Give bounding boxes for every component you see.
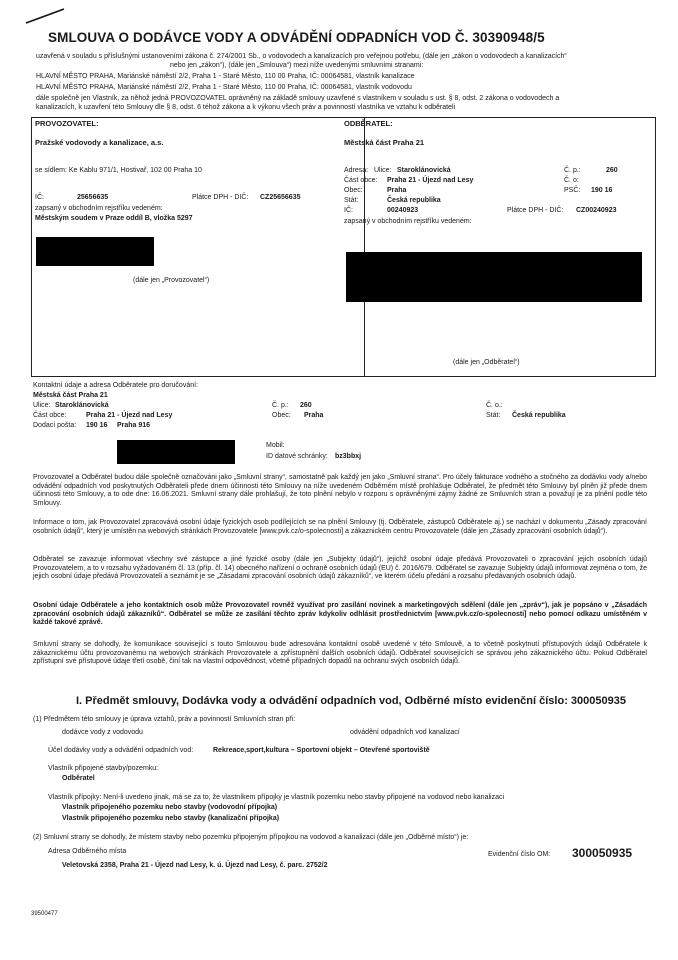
odberatel-obec-label: Obec: [344,187,363,194]
kontakt-name: Městská část Praha 21 [33,392,108,399]
ucel-value: Rekreace,sport,kultura – Sportovní objekt – Otevřené sportoviště [213,747,430,754]
kontakt-posta-label: Dodací pošta: [33,422,77,429]
page-title: SMLOUVA O DODÁVCE VODY A ODVÁDĚNÍ ODPADNÍCH VOD Č. 30390948/5 [48,30,545,45]
odberatel-co-label: Č. o: [564,177,579,184]
kontakt-co-label: Č. o.: [486,402,503,409]
kontakt-posta-psc: 190 16 [86,422,108,429]
intro-line: uzavřená v souladu s příslušnými ustanoveními zákona č. 274/2001 Sb., o vodovodech a kanalizacích pro veřejnou potřebu, (dále jen „zákon o vodovodech a kanalizacích“ [36,53,567,60]
pripojka-kanalizacni: Vlastník připojeného pozemku nebo stavby (kanalizační přípojka) [62,815,280,822]
section-item2-intro: (2) Smluvní strany se dohodly, že místem stavby nebo pozemku připojeným přípojkou na vodovod a kanalizaci (dále jen „Odběrné místo“) je: [33,834,469,841]
odberatel-ulice: Staroklánovická [397,167,451,174]
provozovatel-dale-jen: (dále jen „Provozovatel“) [133,277,210,284]
dodavka-vody: dodávce vody z vodovodu [62,729,143,736]
odberatel-ic-label: IČ: [344,207,353,214]
intro-line: nebo jen „zákon“), (dále jen „Smlouva“) mezi níže uvedenými smluvními stranami: [170,62,424,69]
odberatel-dic: CZ00240923 [576,207,617,214]
odberatel-cast: Praha 21 - Újezd nad Lesy [387,177,474,184]
intro-line: dále společně jen Vlastník, za něhož jedná PROVOZOVATEL oprávněný na základě smlouvy uzavřené s vlastníkem v souladu s ust. § 8, odst. 2 zákona o vodovodech a [36,95,560,102]
odberatel-header: ODBĚRATEL: [344,119,393,128]
odberatel-psc: 190 16 [591,187,613,194]
odvadeni-vod: odvádění odpadních vod kanalizací [350,729,460,736]
odberatel-ic: 00240923 [387,207,419,214]
kontakt-obec-label: Obec: [272,412,291,419]
evidencni-cislo-value: 300050935 [572,846,633,860]
ucel-label: Účel dodávky vody a odvádění odpadních vod: [48,747,194,754]
vlastnik-stavby-label: Vlastník připojené stavby/pozemku: [48,765,159,772]
kontakt-posta: Praha 916 [117,422,151,429]
kontakt-cast: Praha 21 - Újezd nad Lesy [86,412,173,419]
provozovatel-ic-label: IČ: [35,194,44,201]
intro-line: kanalizacích, k uzavření této Smlouvy dle § 8, odst. 6 téhož zákona a k výkonu všech práv a povinností vlastníka ve vztahu k odběrateli [36,104,456,111]
odberatel-stat-label: Stát: [344,197,359,204]
kontakt-stat: Česká republika [512,412,566,419]
provozovatel-dph-label: Plátce DPH - DIČ: [192,194,249,201]
kontakt-stat-label: Stát: [486,412,501,419]
evidencni-cislo-label: Evidenční číslo OM: [488,851,551,858]
redaction-block [117,440,235,464]
provozovatel-rejstrik-label: zapsaný v obchodním rejstříku vedeném: [35,205,163,212]
paragraph-informace: Informace o tom, jak Provozovatel zpracovává osobní údaje fyzických osob podílejících se na plnění Smlouvy (tj. Odběratele, zástupců Odběratele aj.) se nachází v dokumentu „Zásady zpracování osobních údajů“, který je umístěn na webových stránkách Provozovatele [www.pvk.cz/o-spolecnosti] a zákaznickém centru Provozovatele (dále jen „Zásady zpracování osobních údajů“). [33,519,647,535]
paragraph-marketing: Osobní údaje Odběratele a jeho kontaktních osob může Provozovatel rovněž využívat pro zasílání novinek a marketingových sdělení (dále jen „zpráv“), jak je popsáno v „Zásadách zpracování osobních údajů zákazníků“. Odběratel se může ze zasílání těchto zpráv kdykoliv odhlásit prostřednictvím [www.pvk.cz/o-spolecnosti] nebo pomocí odkazu umístěném v každé takové zprávě. [33,602,647,627]
kontakt-cp-label: Č. p.: [272,402,289,409]
vlastnik-stavby-value: Odběratel [62,775,95,782]
provozovatel-dic: CZ25656635 [260,194,301,201]
odberatel-cp-label: Č. p.: [564,167,581,174]
redaction-block [346,252,642,302]
odberatel-cast-label: Část obce: [344,177,378,184]
handwritten-mark [24,6,68,26]
provozovatel-sidlo: se sídlem: Ke Kablu 971/1, Hostivař, 102 00 Praha 10 [35,167,202,174]
section-heading: I. Předmět smlouvy, Dodávka vody a odvádění odpadních vod, Odběrné místo evidenční číslo: 300050935 [76,695,626,707]
odberatel-dale-jen: (dále jen „Odběratel“) [453,359,520,366]
provozovatel-rejstrik: Městským soudem v Praze oddíl B, vložka 5297 [35,215,193,222]
kontakt-header: Kontaktní údaje a adresa Odběratele pro doručování: [33,382,198,389]
paragraph-subjekty: Odběratel se zavazuje informovat všechny své zástupce a jiné fyzické osoby (dále jen „Subjekty údajů“), jejichž osobní údaje předává Provozovateli o zpracování jejich osobních údajů Provozovatelem, a to v rozsahu vyžadovaném čl. 13 (příp. čl. 14) obecného nařízení o ochraně osobních údajů (EU) č. 2016/679. Odběratel se zavazuje Subjekty údajů informovat zejména o tom, že jejich osobní údaje předává Provozovateli a seznámit je se „Zásadami zpracování osobních údajů zákazníků“, ve kterém účelu předání a rozsahu předávaných osobních údajů. [33,556,647,581]
kontakt-ulice: Staroklánovická [55,402,109,409]
odberatel-obec: Praha [387,187,407,194]
provozovatel-ic: 25656635 [77,194,109,201]
kontakt-schranka-label: ID datové schránky: [266,453,328,460]
adresa-om-value: Veletovská 2358, Praha 21 - Újezd nad Lesy, k. ú. Újezd nad Lesy, č. parc. 2752/2 [62,862,328,869]
kontakt-cast-label: Část obce: [33,412,67,419]
odberatel-stat: Česká republika [387,197,441,204]
intro-line: HLAVNÍ MĚSTO PRAHA, Mariánské náměstí 2/2, Praha 1 - Staré Město, 110 00 Praha, IČ: 00064581, vlastník kanalizace [36,73,415,80]
odberatel-cp: 260 [606,167,618,174]
odberatel-name: Městská část Praha 21 [344,138,425,147]
kontakt-obec: Praha [304,412,324,419]
adresa-om-label: Adresa Odběrného místa [48,848,127,855]
pripojka-vodovodni: Vlastník připojeného pozemku nebo stavby (vodovodní přípojka) [62,804,278,811]
kontakt-cp: 260 [300,402,312,409]
odberatel-psc-label: PSČ: [564,187,581,194]
odberatel-ulice-label: Ulice: [374,167,392,174]
paragraph-komunikace: Smluvní strany se dohodly, že komunikace související s touto Smlouvou bude adresována kontaktní osobě uvedené v této Smlouvě, a to včetně poskytnutí přístupových údajů Odběratele k zákaznickému účtu provozovanému na webových stránkách Provozovatele a zpřístupnění dalších osobních údajů. Odběratel souvisejících se správou jeho zákaznického účtu. Pokud Odběratel zpřístupní své přístupové údaje třetí osobě, činí tak na vlastní odpovědnost, včetně případných dopadů na ochranu svých osobních údajů. [33,641,647,666]
odberatel-box [339,117,656,377]
footer-code: 39500477 [31,911,58,917]
redaction-block [36,237,154,266]
provozovatel-header: PROVOZOVATEL: [35,119,99,128]
intro-line: HLAVNÍ MĚSTO PRAHA, Mariánské náměstí 2/2, Praha 1 - Staré Město, 110 00 Praha, IČ: 00064581, vlastník vodovodu [36,84,412,91]
odberatel-rejstrik-label: zapsaný v obchodním rejstříku vedeném: [344,218,472,225]
section-item1-intro: (1) Předmětem této smlouvy je úprava vztahů, práv a povinností Smluvních stran při: [33,716,296,723]
odberatel-dph-label: Plátce DPH - DIČ: [507,207,564,214]
paragraph-smluvni-strany: Provozovatel a Odběratel budou dále společně označováni jako „Smluvní strany“, samostatně pak každý jen jako „Smluvní strana“. Pro účely fakturace vodného a stočného za dodávku vody a/nebo odvádění odpadních vod poskytnutých Odběrateli přede dnem účinnosti této Smlouvy na níže uvedeném Odběrném místě prohlašuje Odběratel, že předmět této Smlouvy byl plněn již přede dnem účinnosti této Smlouvy, a to ode dne: 16.06.2021. Smluvní strany dále prohlašují, že toto plnění nebylo v rozporu s oprávněnými zájmy žádné ze Smluvních stran a považují je za plnění podle této Smlouvy. [33,474,647,507]
kontakt-mobil-label: Mobil: [266,442,285,449]
provozovatel-name: Pražské vodovody a kanalizace, a.s. [35,138,164,147]
odberatel-adresa-label: Adresa: [344,167,369,174]
vlastnik-pripojky: Vlastník přípojky: Není-li uvedeno jinak, má se za to, že vlastníkem přípojky je vlastník pozemku nebo stavby připojené na vodovod nebo kanalizaci [48,794,505,801]
kontakt-schranka: bz3bbxj [335,453,362,460]
kontakt-ulice-label: Ulice: [33,402,51,409]
